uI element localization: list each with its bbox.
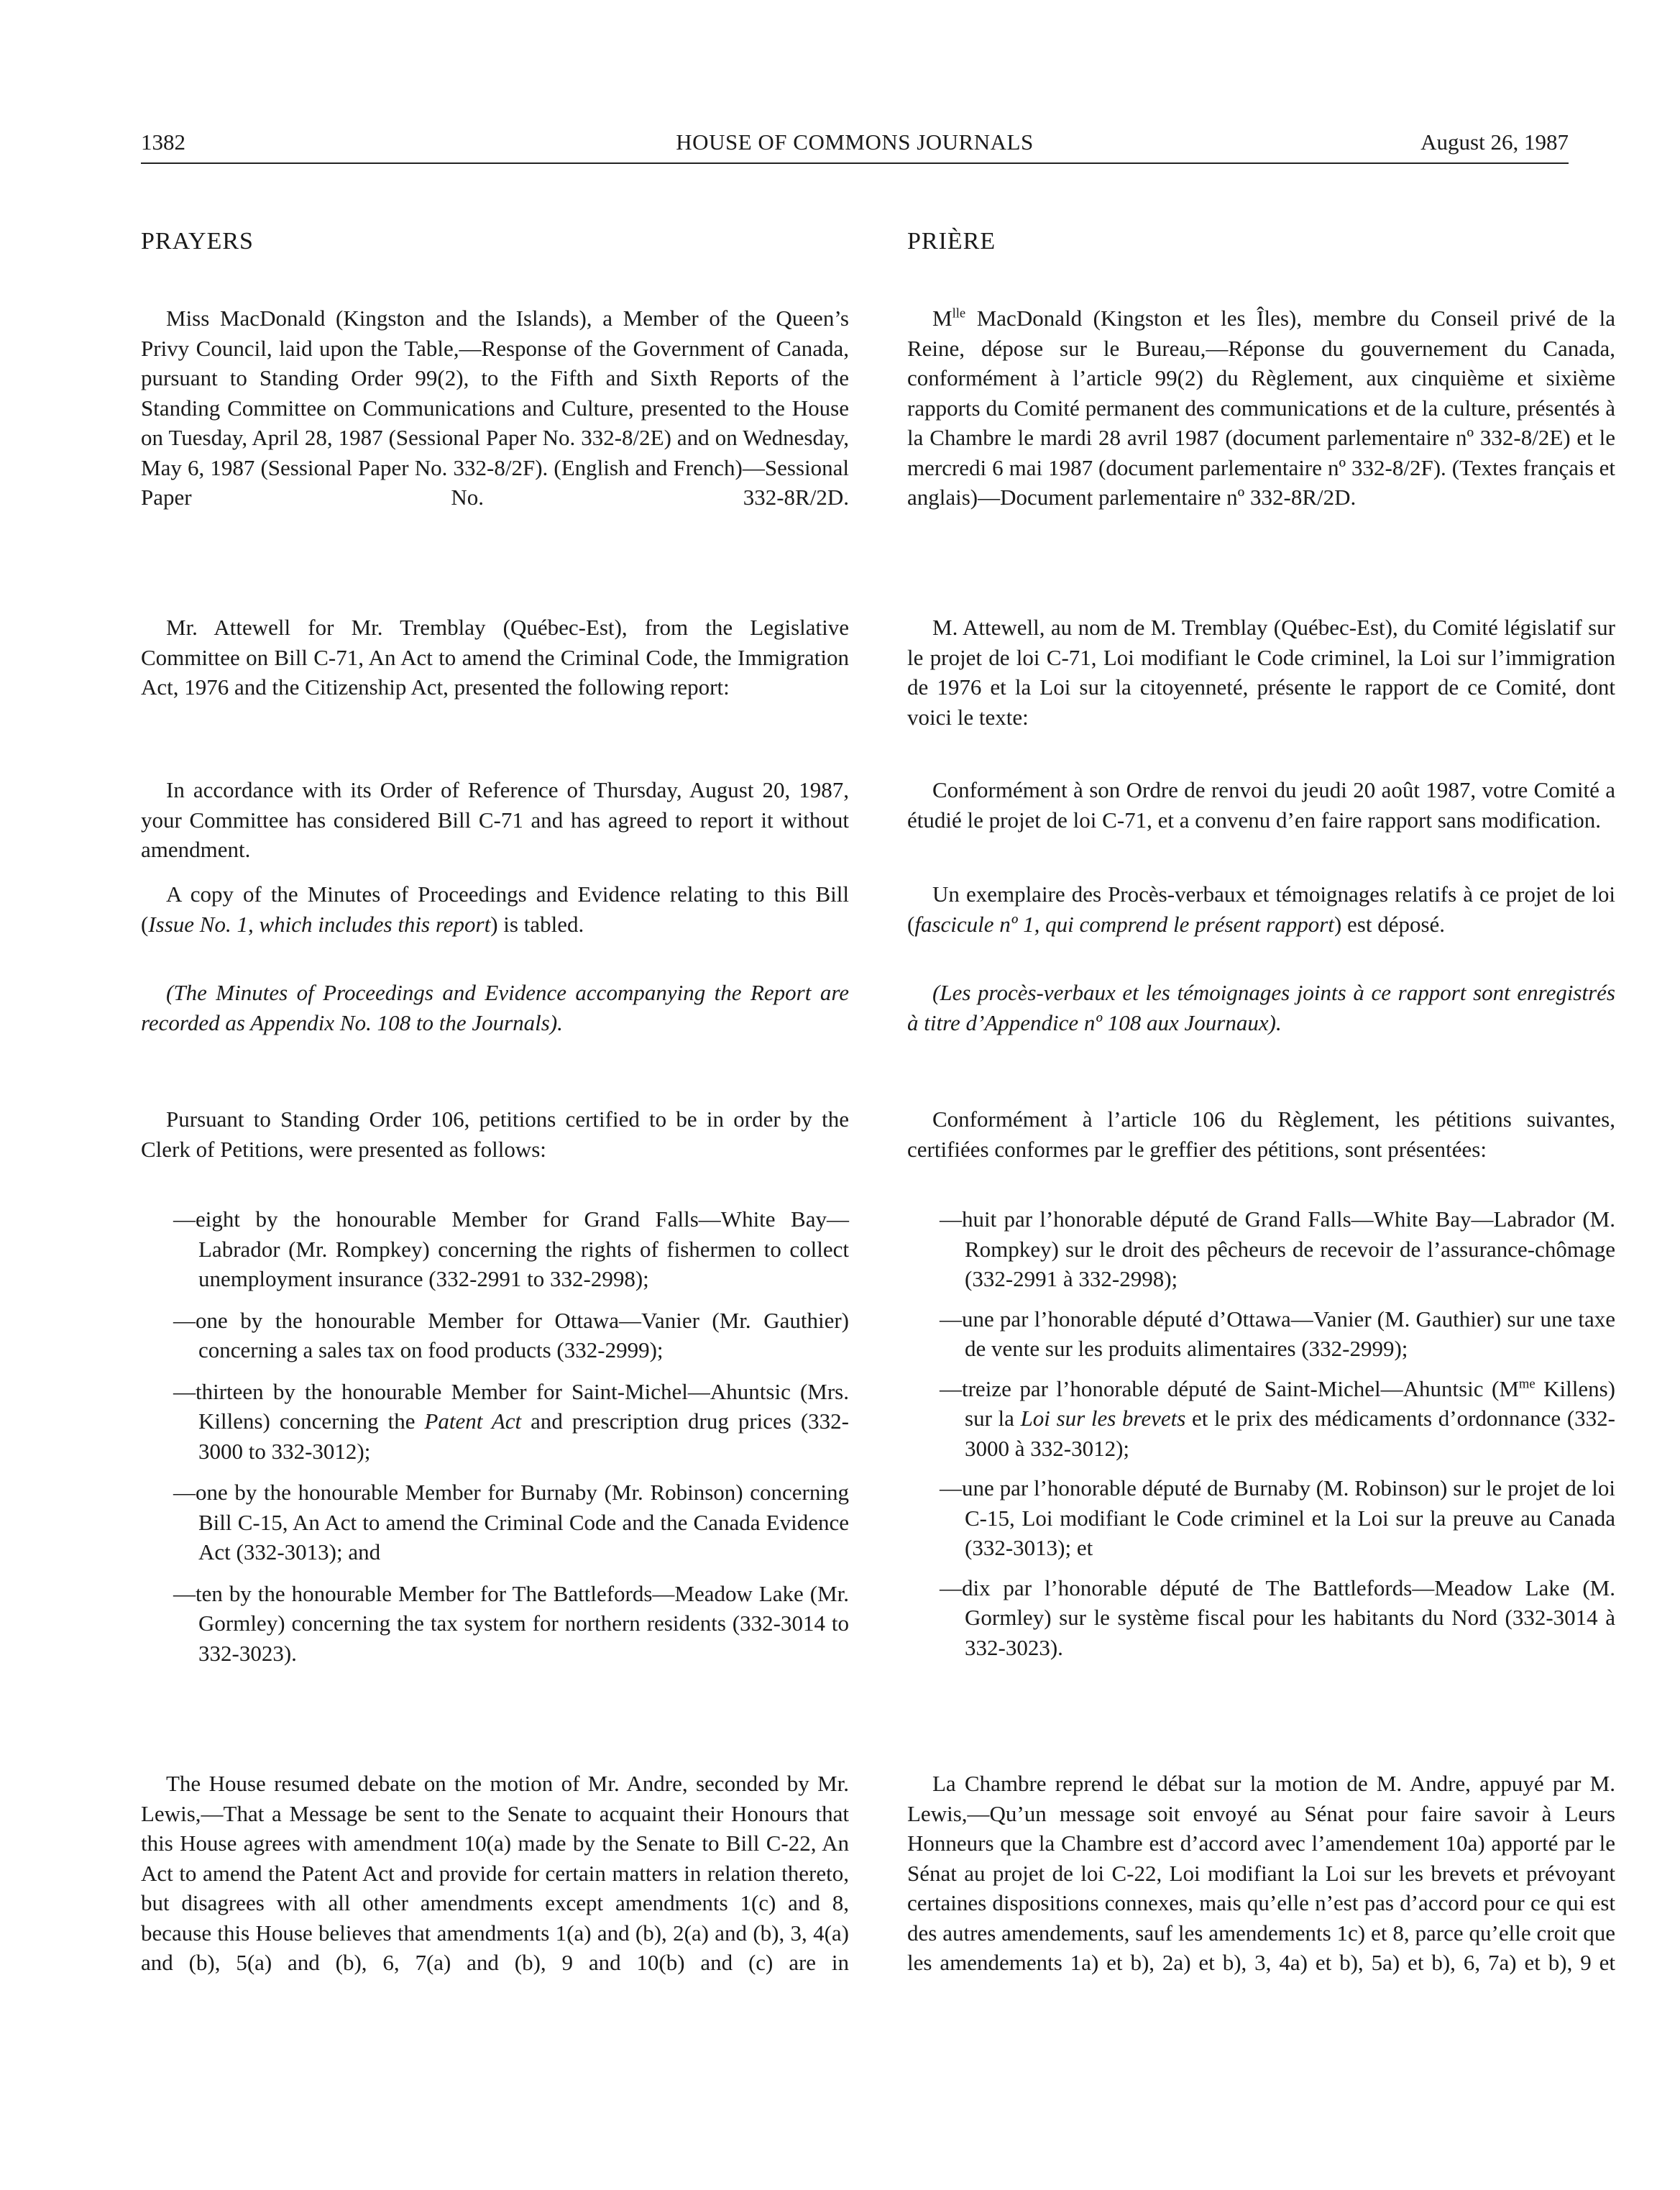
english-petitions-intro: Pursuant to Standing Order 106, petitions certified to be in order by the Clerk of Petitions, were presented as follows:: [141, 1107, 849, 1162]
english-block-4: [141, 879, 849, 939]
french-petition-3-b: Killens) sur la: [965, 1375, 1616, 1431]
english-block-5: [141, 978, 849, 1037]
english-report-intro: Mr. Attewell for Mr. Tremblay (Québec-Est), from the Legislative Committee on Bill C-71, An Act to amend the Criminal Code, the Immigration Act, 1976 and the Citizenship Act, presented the following report:: [141, 615, 849, 700]
english-block-2: [141, 613, 849, 702]
english-block-1: [141, 303, 849, 513]
english-petition-3: [141, 1377, 849, 1467]
english-petition-2: —one by the honourable Member for Ottawa—Vanier (Mr. Gauthier) concerning a sales tax on food products (332-2999);: [173, 1307, 849, 1362]
english-petitions-list: [141, 1204, 849, 1668]
english-petition-1: —eight by the honourable Member for Grand Falls—White Bay—Labrador (Mr. Rompkey) concerning the rights of fishermen to collect unemployment insurance (332-2991 to 332-2998);: [173, 1206, 849, 1291]
french-block-6: [907, 1104, 1615, 1164]
french-appendix-note: (Les procès-verbaux et les témoignages joints à ce rapport sont enregistrés à titre d’Appendice nº 108 aux Journaux).: [907, 980, 1615, 1035]
english-minutes-tabled-a: A copy of the Minutes of Proceedings and Evidence relating to this Bill (: [141, 881, 849, 937]
english-heading: PRAYERS: [141, 228, 254, 255]
french-block-1: [907, 303, 1615, 513]
page-header: [141, 128, 1569, 164]
english-appendix-note: (The Minutes of Proceedings and Evidence accompanying the Report are recorded as Appendix No. 108 to the Journals).: [141, 980, 849, 1035]
french-block-7: [907, 1769, 1615, 1978]
french-report-text: Conformément à son Ordre de renvoi du jeudi 20 août 1987, votre Comité a étudié le projet de loi C-71, et a convenu d’en faire rapport sans modification.: [907, 777, 1615, 833]
french-block-4: [907, 879, 1615, 939]
french-petition-2: —une par l’honorable député d’Ottawa—Vanier (M. Gauthier) sur une taxe de vente sur les produits alimentaires (332-2999);: [940, 1306, 1615, 1361]
french-petitions-list: [907, 1204, 1615, 1662]
english-patent-act: Patent Act: [424, 1408, 522, 1434]
french-loi-brevets: Loi sur les brevets: [1020, 1406, 1186, 1431]
english-tabling-paragraph: Miss MacDonald (Kingston and the Islands), a Member of the Queen’s Privy Council, laid upon the Table,—Response of the Government of Canada, pursuant to Standing Order 99(2), to the Fifth and Sixth Reports of the Standing Committee on Communications and Culture, presented to the House on Tuesday, April 28, 1987 (Sessional Paper No. 332-8/2E) and on Wednesday, May 6, 1987 (Sessional Paper No. 332-8/2F). (English and French)—Sessional Paper No. 332-8R/2D.: [141, 306, 849, 510]
english-debate-paragraph: The House resumed debate on the motion of Mr. Andre, seconded by Mr. Lewis,—That a Message be sent to the Senate to acquaint their Honours that this House agrees with amendment 10(a) made by the Senate to Bill C-22, An Act to amend the Patent Act and provide for certain matters in relation thereto, but disagrees with all other amendments except amendments 1(c) and 8, because this House believes that amendments 1(a) and (b), 2(a) and (b), 3, 4(a) and (b), 5(a) and (b), 6, 7(a) and (b), 9 and 10(b) and (c) are in: [141, 1771, 849, 1975]
journal-date: August 26, 1987: [1420, 129, 1569, 155]
french-issue-ref: fascicule nº 1, qui comprend le présent rapport: [914, 911, 1334, 937]
french-debate-paragraph: La Chambre reprend le débat sur la motion de M. Andre, appuyé par M. Lewis,—Qu’un message soit envoyé au Sénat pour faire savoir à Leurs Honneurs que la Chambre est d’accord avec l’amendement 10a) apporté par le Sénat au projet de loi C-22, Loi modifiant la Loi sur les brevets et prévoyant certaines dispositions connexes, mais qu’elle n’est pas d’accord pour ce qui est des autres amendements, sauf les amendements 1c) et 8, parce qu’elle croit que les amendements 1a) et b), 2a) et b), 3, 4a) et b), 5a) et b), 6, 7a) et b), 9 et: [907, 1771, 1615, 1975]
french-block-5: [907, 978, 1615, 1037]
french-minutes-tabled: [907, 879, 1615, 939]
french-petition-3: [907, 1374, 1615, 1464]
french-petition-5: —dix par l’honorable député de The Battlefords—Meadow Lake (M. Gormley) sur le système fiscal pour les habitants du Nord (332-3014 à 332-3023).: [940, 1575, 1615, 1660]
french-heading: PRIÈRE: [907, 228, 996, 255]
french-tabling-paragraph: [907, 303, 1615, 513]
french-report-intro: M. Attewell, au nom de M. Tremblay (Québec-Est), du Comité législatif sur le projet de loi C-71, Loi modifiant le Code criminel, la Loi sur l’immigration de 1976 et la Loi sur la citoyenneté, présente le rapport de ce Comité, dont voici le texte:: [907, 615, 1615, 730]
french-petitions-intro: Conformément à l’article 106 du Règlement, les pétitions suivantes, certifiées conformes par le greffier des pétitions, sont présentées:: [907, 1107, 1615, 1162]
english-petition-3-a: —thirteen by the honourable Member for Saint-Michel—Ahuntsic (Mrs. Killens) concerning the: [173, 1378, 849, 1434]
french-minutes-tabled-c: ) est déposé.: [1334, 911, 1446, 937]
english-petition-4: —one by the honourable Member for Burnaby (Mr. Robinson) concerning Bill C-15, An Act to amend the Criminal Code and the Canada Evidence Act (332-3013); and: [173, 1480, 849, 1564]
french-minutes-tabled-a: Un exemplaire des Procès-verbaux et témoignages relatifs à ce projet de loi (: [907, 881, 1615, 937]
french-title: M: [932, 306, 953, 331]
french-petition-3-a: —treize par l’honorable député de Saint-Michel—Ahuntsic (M: [940, 1375, 1519, 1401]
english-minutes-tabled-c: ) is tabled.: [490, 911, 584, 937]
english-issue-ref: Issue No. 1, which includes this report: [148, 911, 491, 937]
french-block-2: [907, 613, 1615, 732]
english-block-6: [141, 1104, 849, 1164]
page-number: 1382: [141, 129, 185, 155]
english-block-7: [141, 1769, 849, 1978]
french-petition-4: —une par l’honorable député de Burnaby (M. Robinson) sur le projet de loi C-15, Loi modifiant le Code criminel et la Loi sur la preuve au Canada (332-3013); et: [940, 1475, 1615, 1560]
french-petition-3-d: et le prix des médicaments d’ordonnance (332-3000 à 332-3012);: [965, 1406, 1615, 1461]
english-report-text: In accordance with its Order of Reference of Thursday, August 20, 1987, your Committee has considered Bill C-71 and has agreed to report it without amendment.: [141, 777, 849, 862]
french-block-3: [907, 775, 1615, 835]
english-block-3: [141, 775, 849, 865]
french-petition-3-sup: me: [1518, 1376, 1536, 1392]
english-petition-3-c: and prescription drug prices (332-3000 to 332-3012);: [198, 1408, 849, 1464]
english-petition-5: —ten by the honourable Member for The Battlefords—Meadow Lake (Mr. Gormley) concerning the tax system for northern residents (332-3014 to 332-3023).: [173, 1580, 849, 1666]
journal-title: HOUSE OF COMMONS JOURNALS: [676, 129, 1034, 155]
french-tabling-text: MacDonald (Kingston et les Îles), membre du Conseil privé de la Reine, dépose sur le Bureau,—Réponse du gouvernement du Canada, conformément à l’article 99(2) du Règlement, aux cinquième et sixième rapports du Comité permanent des communications et de la culture, présentés à la Chambre le mardi 28 avril 1987 (document parlementaire nº 332-8/2E) et le mercredi 6 mai 1987 (document parlementaire nº 332-8/2F). (Textes français et anglais)—Document parlementaire nº 332-8R/2D.: [907, 306, 1615, 510]
french-title-sup: lle: [952, 306, 966, 321]
french-petition-1: —huit par l’honorable député de Grand Falls—White Bay—Labrador (M. Rompkey) sur le droit des pêcheurs de recevoir de l’assurance-chômage (332-2991 à 332-2998);: [940, 1206, 1615, 1291]
english-minutes-tabled: [141, 879, 849, 939]
